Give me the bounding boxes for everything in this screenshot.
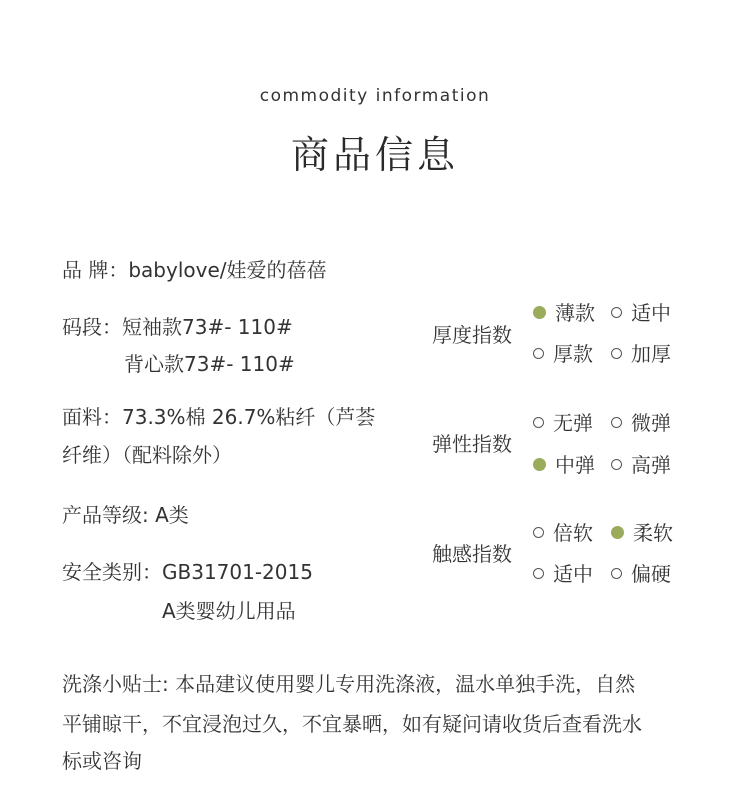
touch-option-medium: [533, 558, 593, 587]
radio-dot-icon: [533, 348, 544, 359]
touch-option-extra-soft: [533, 517, 593, 546]
fabric-text: 面料：73.3%棉 26.7%粘纤（芦荟: [62, 405, 376, 429]
thickness-option-thick: [533, 338, 593, 367]
touch-option-firm: [611, 558, 671, 587]
thickness-option-thin: [533, 297, 595, 326]
safety-text: 安全类别：GB31701-2015: [62, 560, 313, 584]
touch-label: 触感指数: [432, 542, 512, 566]
thickness-option-medium: [611, 297, 671, 326]
touch-option-soft: [611, 517, 673, 546]
size-text-2: 背心款73#- 110#: [124, 352, 295, 376]
option-label: 高弹: [631, 453, 671, 477]
care-tip-text-2: 平铺晾干，不宜浸泡过久，不宜暴晒，如有疑问请收货后查看洗水: [62, 712, 642, 736]
radio-dot-icon: [533, 527, 544, 538]
option-label: 柔软: [633, 521, 673, 545]
fabric-text-2: 纤维）（配料除外）: [62, 443, 232, 467]
elasticity-option-none: [533, 407, 593, 436]
thickness-label: 厚度指数: [432, 323, 512, 347]
thickness-option-extra-thick: [611, 338, 671, 367]
radio-dot-icon: [611, 307, 622, 318]
radio-dot-icon: [611, 348, 622, 359]
option-label: 无弹: [553, 411, 593, 435]
care-tip-text-3: 标或咨询: [62, 749, 142, 773]
option-label: 偏硬: [631, 562, 671, 586]
radio-dot-icon: [533, 458, 546, 471]
radio-dot-icon: [611, 568, 622, 579]
radio-dot-icon: [611, 417, 622, 428]
radio-dot-icon: [533, 417, 544, 428]
safety-text-2: A类婴幼儿用品: [162, 599, 296, 623]
option-label: 微弹: [631, 411, 671, 435]
option-label: 适中: [631, 301, 671, 325]
radio-dot-icon: [611, 459, 622, 470]
option-label: 薄款: [555, 301, 595, 325]
option-label: 中弹: [555, 453, 595, 477]
care-tip-text: 洗涤小贴士: 本品建议使用婴儿专用洗涤液，温水单独手洗，自然: [62, 672, 636, 696]
brand-text: 品 牌：babylove/娃爱的蓓蓓: [62, 258, 327, 282]
elasticity-label: 弹性指数: [432, 432, 512, 456]
radio-dot-icon: [533, 306, 546, 319]
elasticity-option-high: [611, 449, 671, 478]
page-subtitle: commodity information: [259, 86, 491, 106]
option-label: 厚款: [553, 342, 593, 366]
grade-text: 产品等级: A类: [62, 503, 189, 527]
size-text: 码段：短袖款73#- 110#: [62, 315, 293, 339]
option-label: 倍软: [553, 521, 593, 545]
option-label: 适中: [553, 562, 593, 586]
radio-dot-icon: [611, 526, 624, 539]
elasticity-option-slight: [611, 407, 671, 436]
option-label: 加厚: [631, 342, 671, 366]
radio-dot-icon: [533, 568, 544, 579]
page-title: 商品信息: [290, 133, 459, 177]
elasticity-option-medium: [533, 449, 595, 478]
